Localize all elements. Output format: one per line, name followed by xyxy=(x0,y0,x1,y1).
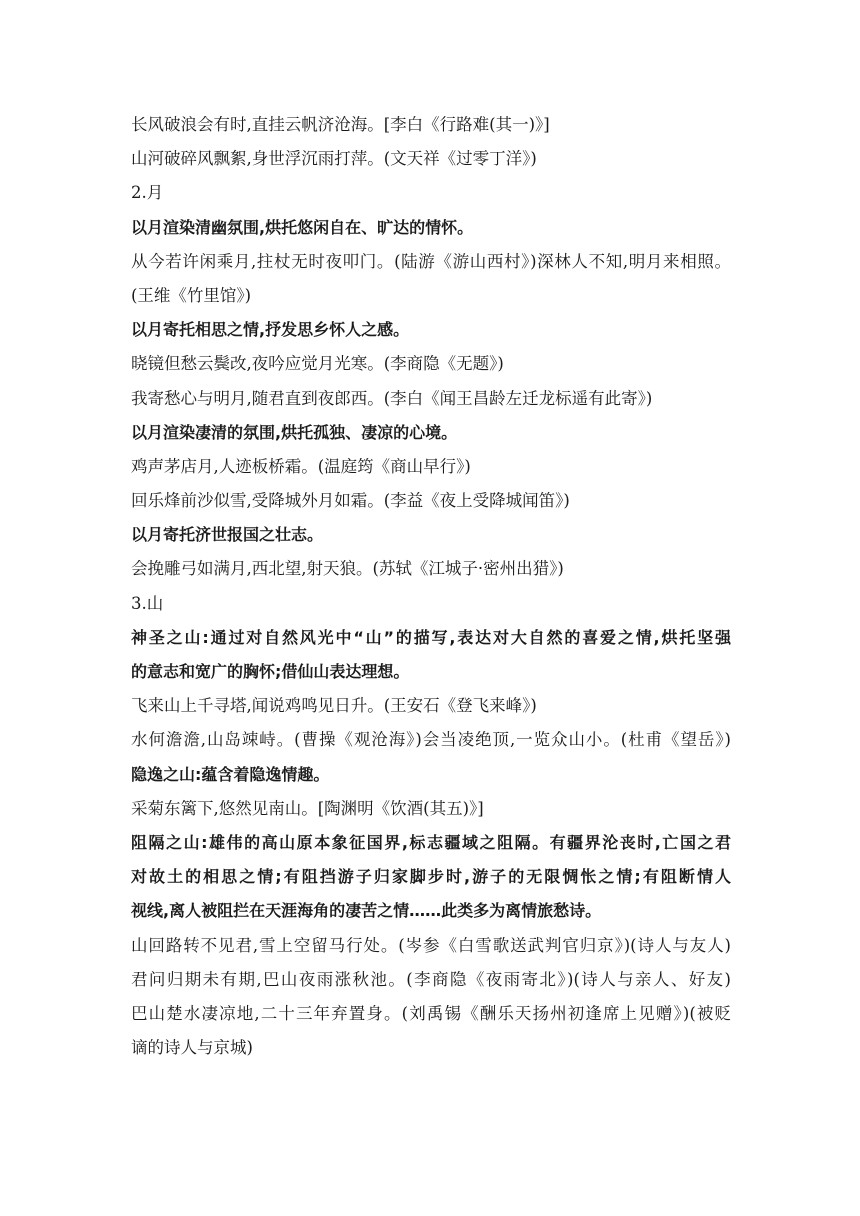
theme-heading: 对故土的相思之情;有阻挡游子归家脚步时,游子的无限惆怅之情;有阻断情人 xyxy=(131,867,731,887)
text-line: (王维《竹里馆》) xyxy=(131,285,252,305)
text-line: 飞来山上千寻塔,闻说鸡鸣见日升。(王安石《登飞来峰》) xyxy=(131,696,537,716)
text-line: 君问归期未有期,巴山夜雨涨秋池。(李商隐《夜雨寄北》)(诗人与亲人、好友) xyxy=(131,969,731,989)
text-line: 晓镜但愁云鬓改,夜吟应觉月光寒。(李商隐《无题》) xyxy=(131,354,504,374)
theme-heading: 视线,离人被阻拦在天涯海角的凄苦之情……此类多为离情旅愁诗。 xyxy=(131,901,602,921)
section-heading: 2.月 xyxy=(131,183,164,203)
theme-heading: 以月渲染清幽氛围,烘托悠闲自在、旷达的情怀。 xyxy=(131,217,474,237)
text-line: 回乐烽前沙似雪,受降城外月如霜。(李益《夜上受降城闻笛》) xyxy=(131,491,570,511)
text-line: 巴山楚水凄凉地,二十三年弃置身。(刘禹锡《酬乐天扬州初逢席上见赠》)(被贬 xyxy=(131,1003,731,1023)
theme-heading: 隐逸之山:蕴含着隐逸情趣。 xyxy=(131,764,330,784)
text-line: 采菊东篱下,悠然见南山。[陶渊明《饮酒(其五)》] xyxy=(131,798,484,818)
text-line: 山回路转不见君,雪上空留马行处。(岑参《白雪歌送武判官归京》)(诗人与友人) xyxy=(131,935,731,955)
text-line: 我寄愁心与明月,随君直到夜郎西。(李白《闻王昌龄左迁龙标遥有此寄》) xyxy=(131,388,653,408)
section-heading: 3.山 xyxy=(131,593,164,613)
theme-heading: 以月寄托相思之情,抒发思乡怀人之感。 xyxy=(131,320,410,340)
text-line: 山河破碎风飘絮,身世浮沉雨打萍。(文天祥《过零丁洋》) xyxy=(131,149,537,169)
theme-heading: 以月寄托济世报国之壮志。 xyxy=(131,525,324,545)
theme-heading: 神圣之山:通过对自然风光中“山”的描写,表达对大自然的喜爱之情,烘托坚强 xyxy=(131,627,731,647)
text-line: 从今若许闲乘月,拄杖无时夜叩门。(陆游《游山西村》)深林人不知,明月来相照。 xyxy=(131,251,731,271)
theme-heading: 阻隔之山:雄伟的高山原本象征国界,标志疆域之阻隔。有疆界沦丧时,亡国之君 xyxy=(131,832,731,852)
theme-heading: 的意志和宽广的胸怀;借仙山表达理想。 xyxy=(131,662,410,681)
document-body xyxy=(131,108,731,1065)
text-line: 水何澹澹,山岛竦峙。(曹操《观沧海》)会当凌绝顶,一览众山小。(杜甫《望岳》) xyxy=(131,730,731,750)
theme-heading: 以月渲染凄清的氛围,烘托孤独、凄凉的心境。 xyxy=(131,422,458,442)
text-line: 长风破浪会有时,直挂云帆济沧海。[李白《行路难(其一)》] xyxy=(131,115,550,134)
text-line: 会挽雕弓如满月,西北望,射天狼。(苏轼《江城子·密州出猎》) xyxy=(131,559,564,579)
text-line: 鸡声茅店月,人迹板桥霜。(温庭筠《商山早行》) xyxy=(131,456,471,476)
text-line: 谪的诗人与京城) xyxy=(131,1038,253,1058)
